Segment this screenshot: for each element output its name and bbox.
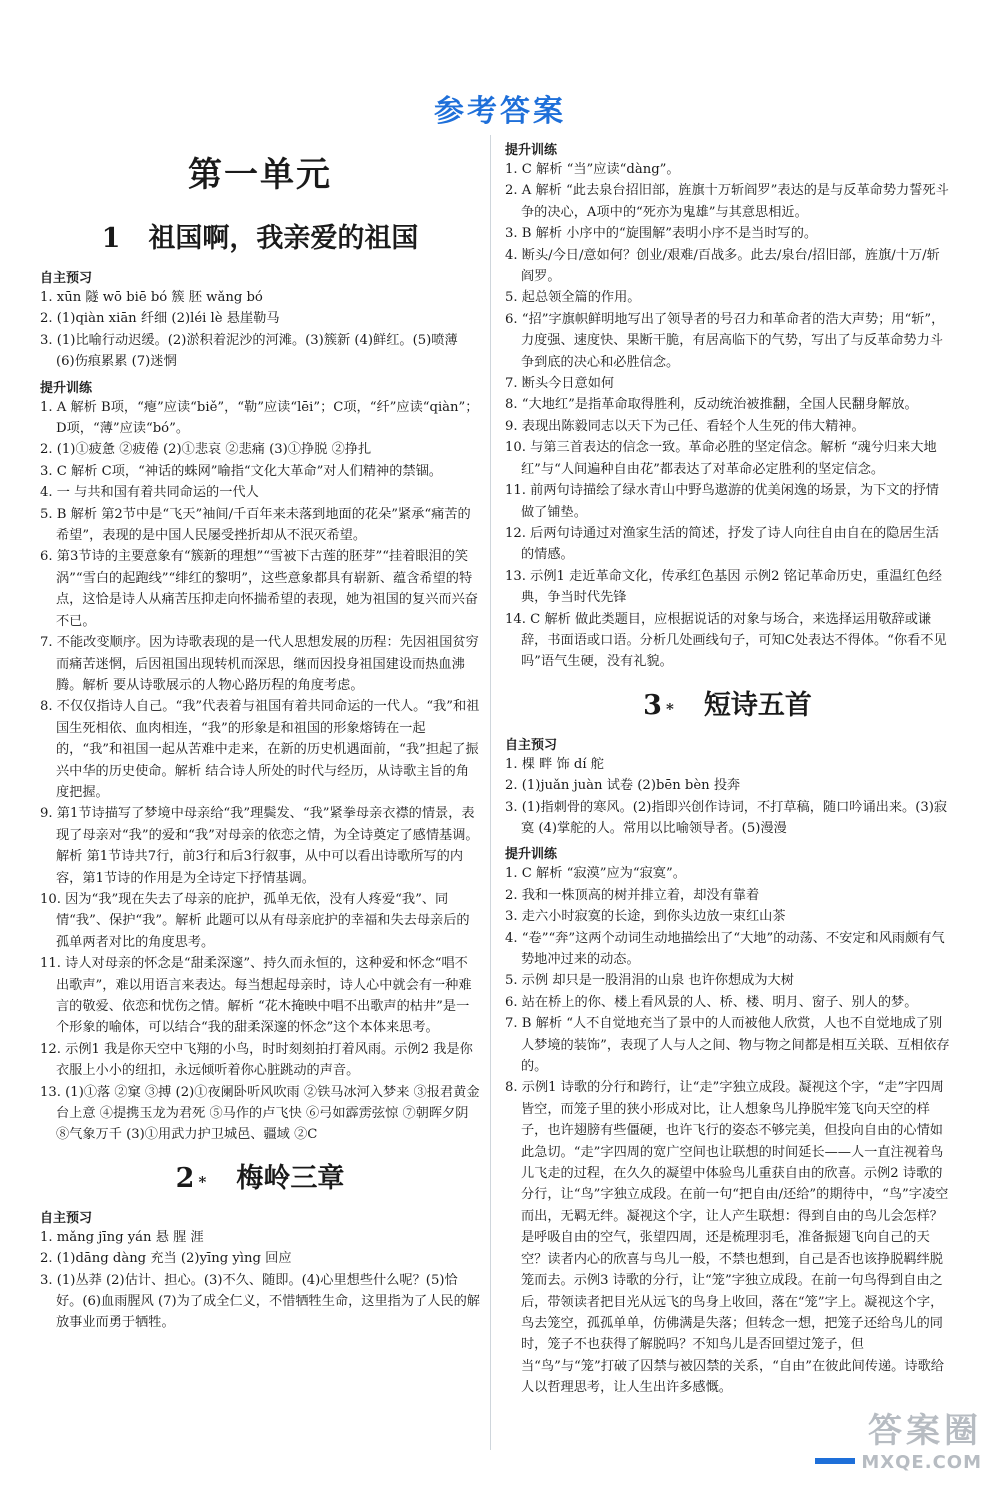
lesson-number: 3: [643, 689, 662, 721]
section-label: 自主预习: [40, 1210, 93, 1226]
answer-item: 6. 站在桥上的你、楼上看风景的人、桥、楼、明月、窗子、别人的梦。: [505, 994, 918, 1010]
answer-item: 4. 断头/今日/意如何？创业/艰难/百战多。此去/泉台/招旧部，旌旗/十万/斩阎罗。: [505, 247, 940, 285]
answer-item: 5. 示例 却只是一股涓涓的山泉 也许你想成为大树: [505, 973, 794, 989]
answer-list: [505, 754, 950, 840]
answer-item: 11. 诗人对母亲的怀念是“甜柔深邃”、持久而永恒的，这种爱和怀念“唱不出歌声”，难以用语言来表达。每当想起母亲时，诗人心中就会有一种难言的敬爱、依恋和忧伤之情。解析 “花木掩映中唱不出歌声的枯井”是一个形象的喻体，可以结合“我的甜柔深邃的怀念”这个本体来思考。: [40, 956, 472, 1036]
page-number-marker: [815, 1458, 855, 1464]
answer-item: 10. 因为“我”现在失去了母亲的庇护，孤单无依，没有人疼爱“我”、同情“我”、保护“我”。解析 此题可以从有母亲庇护的幸福和失去母亲后的孤单两者对比的角度思考。: [40, 891, 470, 950]
section-label: 自主预习: [40, 271, 93, 286]
column-divider: [490, 135, 491, 1450]
answer-item: 1. mǎng jīng yán 悬 腥 涯: [40, 1229, 204, 1245]
answer-item: 7. 断头今日意如何: [505, 376, 615, 392]
answer-item: 5. 起总领全篇的作用。: [505, 290, 641, 306]
answer-item: 7. 不能改变顺序。因为诗歌表现的是一代人思想发展的历程：先因祖国贫穷而痛苦迷惘，后因祖国出现转机而深思，继而因投身祖国建设而热血沸腾。解析 要从诗歌展示的人物心路历程的角度考虑。: [40, 635, 479, 693]
answer-item: 10. 与第三首表达的信念一致。革命必胜的坚定信念。解析 “魂兮归来大地红”与“人间遍种自由花”都表达了对革命必定胜利的坚定信念。: [505, 440, 937, 477]
answer-list: [40, 287, 480, 373]
lesson-title: 梅岭三章: [236, 1162, 345, 1194]
section-label: 提升训练: [505, 847, 558, 863]
watermark-url: MXQE.COM: [861, 1452, 982, 1473]
answer-item: 1. xūn 隧 wō biē bó 簇 胚 wǎng bó: [40, 290, 263, 305]
answer-item: 12. 示例1 我是你天空中飞翔的小鸟，时时刻刻拍打着风雨。示例2 我是你衣服上小小的纽扣，永远倾听着你心脏跳动的声音。: [40, 1041, 473, 1079]
answer-item: 8. 示例1 诗歌的分行和跨行，让“走”字独立成段。凝视这个字，“走”字四周皆空，而笼子里的狭小形成对比，让人想象鸟儿挣脱牢笼飞向天空的样子，也许翅膀有些僵硬，也许飞行的姿态不够完美，但投向自由的心情如此急切。“走”字四周的宽广空间也让联想的时间延长——人一直注视着鸟儿飞走的过程，在久久的凝望中体验鸟儿重获自由的欣喜。示例2 诗歌的分行，让“鸟”字独立成段。在前一句“把自由/还给”的期待中，“鸟”字凌空而出，无羁无绊。凝视这个字，让人产生联想：得到自由的鸟儿会怎样？是呼吸自由的空气，张望四周，还是梳理羽毛，准备振翅飞向自己的天空？读者内心的欣喜与鸟儿一般，不禁也想到，自己是否也该挣脱羁绊脱笼而去。示例3 诗歌的分行，让“笼”字独立成段。在前一句鸟得到自由之后，带领读者把目光从远飞的鸟身上收回，落在“笼”字上。凝视这个字，鸟去笼空，孤孤单单，仿佛满是失落；但转念一想，把笼子还给鸟儿的同时，笼子不也获得了解脱吗？不知鸟儿是否回望过笼子，但当“鸟”与“笼”打破了囚禁与被囚禁的关系，“自由”在彼此间传递。诗歌给人以哲理思考，让人生出许多感慨。: [505, 1080, 949, 1396]
section-label: 提升训练: [40, 380, 93, 396]
answer-item: 13. (1)①落 ②窠 ③搏 (2)①夜阑卧听风吹雨 ②铁马冰河入梦来 ③报君黄金台上意 ④提携玉龙为君死 ⑤马作的卢飞快 ⑥弓如霹雳弦惊 ⑦朝晖夕阴 ⑧气象万千 (3)①用武力护卫城邑、疆域 ②C: [40, 1084, 480, 1143]
answer-item: 12. 后两句诗通过对渔家生活的简述，抒发了诗人向往自由自在的隐居生活的情感。: [505, 525, 939, 563]
answer-item: 3. C 解析 C项，“神话的蛛网”喻指“文化大革命”对人们精神的禁锢。: [40, 463, 442, 479]
star-mark: *: [198, 1172, 207, 1191]
answer-item: 8. “大地红”是指革命取得胜利，反动统治被推翻，全国人民翻身解放。: [505, 397, 918, 413]
answer-item: 3. B 解析 小序中的“旋围解”表明小序不是当时写的。: [505, 226, 818, 242]
answer-item: 13. 示例1 走近革命文化，传承红色基因 示例2 铭记革命历史，重温红色经典，争当时代先锋: [505, 568, 942, 606]
answer-item: 2. (1)qiàn xiān 纤细 (2)léi lè 悬崖勒马: [40, 311, 280, 327]
answer-item: 3. (1)丛莽 (2)估计、担心。(3)不久、随即。(4)心里想些什么呢？(5)恰好。(6)血雨腥风 (7)为了成全仁义，不惜牺牲生命，这里指为了人民的解放事业而勇于牺牲。: [40, 1272, 480, 1331]
left-column: [40, 135, 480, 1334]
answer-item: 1. C 解析 “寂漠”应为“寂寞”。: [505, 866, 686, 882]
answer-item: 4. “卷”“奔”这两个动词生动地描绘出了“大地”的动荡、不安定和风雨颇有气势地冲过来的动态。: [505, 930, 945, 967]
answer-item: 6. 第3节诗的主要意象有“簇新的理想”“雪被下古莲的胚芽”“挂着眼泪的笑涡”“雪白的起跑线”“绯红的黎明”，这些意象都具有崭新、蕴含希望的特点，这恰是诗人从痛苦压抑走向怀揣希望的表现，她为祖国的复兴而兴奋不已。: [40, 549, 478, 629]
watermark: [861, 1403, 982, 1473]
lesson-number: 1: [101, 223, 121, 254]
lesson-title: 短诗五首: [703, 689, 812, 721]
answer-list: [505, 159, 950, 673]
answer-item: 8. 不仅仅指诗人自己。“我”代表着与祖国有着共同命运的一代人。“我”和祖国生死相依、血肉相连，“我”的形象是和祖国的形象熔铸在一起的，“我”和祖国一起从苦难中走来，在新的历史机遇面前，“我”担起了振兴中华的历史使命。解析 结合诗人所处的时代与经历，从诗歌主旨的角度把握。: [40, 699, 480, 800]
answer-list: [40, 1227, 480, 1334]
answer-item: 2. A 解析 “此去泉台招旧部，旌旗十万斩阎罗”表达的是与反革命势力誓死斗争的决心，A项中的“死亦为鬼雄”与其意思相近。: [505, 183, 949, 220]
answer-list: [40, 397, 480, 1146]
right-column: [505, 135, 950, 1399]
answer-item: 2. (1)①疲惫 ②疲倦 (2)①悲哀 ②悲痛 (3)①挣脱 ②挣扎: [40, 442, 372, 458]
section-label: 自主预习: [505, 737, 558, 753]
unit-title: 第一单元: [188, 155, 332, 195]
lesson-number: 2: [175, 1162, 195, 1194]
answer-item: 4. 一 与共和国有着共同命运的一代人: [40, 485, 259, 501]
page-title: 参考答案: [434, 94, 566, 129]
answer-item: 7. B 解析 “人不自觉地充当了景中的人而被他人欣赏，人也不自觉地成了别人梦境的装饰”，表现了人与人之间、物与物之间都是相互关联、互相依存的。: [505, 1016, 950, 1075]
lesson3-heading: [505, 683, 950, 722]
answer-item: 2. 我和一株顶高的树并排立着，却没有靠着: [505, 887, 760, 903]
watermark-logo: 答案圈: [868, 1411, 982, 1451]
answer-item: 9. 表现出陈毅同志以天下为己任、看轻个人生死的伟大精神。: [505, 418, 865, 434]
answer-item: 14. C 解析 做此类题目，应根据说话的对象与场合，来选择运用敬辞或谦辞，书面语或口语。分析几处画线句子，可知C处表达不得体。“你看不见吗”语气生硬，没有礼貌。: [505, 611, 947, 670]
answer-item: 9. 第1节诗描写了梦境中母亲给“我”理鬓发、“我”紧拳母亲衣襟的情景，表现了母亲对“我”的爱和“我”对母亲的依恋之情，为全诗奠定了感情基调。解析 第1节诗共7行，前3行和后3行叙事，从中可以看出诗歌所写的内容，第1节诗的作用是为全诗定下抒情基调。: [40, 806, 479, 886]
answer-item: 2. (1)juǎn juàn 试卷 (2)bēn bèn 投奔: [505, 778, 741, 794]
answer-item: 11. 前两句诗描绘了绿水青山中野鸟遨游的优美闲逸的场景，为下文的抒情做了铺垫。: [505, 483, 939, 520]
answer-item: 3. (1)指刺骨的寒风。(2)指即兴创作诗词，不打草稿，随口吟诵出来。(3)寂寞 (4)掌舵的人。常用以比喻领导者。(5)漫漫: [505, 799, 948, 836]
star-mark: *: [665, 699, 674, 718]
answer-item: 1. A 解析 B项，“瘪”应读“biě”，“勒”应读“lēi”；C项，“纤”应读“qiàn”；D项，“薄”应读“bó”。: [40, 399, 479, 437]
answer-list: [505, 863, 950, 1398]
answer-item: 6. “招”字旗帜鲜明地写出了领导者的号召力和革命者的浩大声势；用“斩”，力度强、速度快、果断干脆，有居高临下的气势，写出了与反革命势力斗争到底的决心和必胜信念。: [505, 311, 945, 370]
section-label: 提升训练: [505, 143, 558, 158]
answer-item: 1. 棵 畔 饰 dí 舵: [505, 756, 604, 772]
lesson1-heading: [40, 216, 480, 255]
answer-item: 2. (1)dāng dàng 充当 (2)yīng yìng 回应: [40, 1251, 292, 1267]
lesson-title: 祖国啊，我亲爱的祖国: [148, 223, 419, 254]
answer-item: 3. 走六小时寂寞的长途，到你头边放一束红山茶: [505, 909, 786, 925]
answer-item: 5. B 解析 第2节中是“飞天”袖间/千百年来未落到地面的花朵”紧承“痛苦的希望”，表现的是中国人民屡受挫折却从不泯灭希望。: [40, 506, 471, 544]
answer-item: 1. C 解析 “当”应读“dàng”。: [505, 162, 680, 177]
answer-item: 3. (1)比喻行动迟缓。(2)淤积着泥沙的河滩。(3)簇新 (4)鲜红。(5)喷薄 (6)伤痕累累 (7)迷惘: [40, 332, 458, 370]
lesson2-heading: [40, 1156, 480, 1195]
